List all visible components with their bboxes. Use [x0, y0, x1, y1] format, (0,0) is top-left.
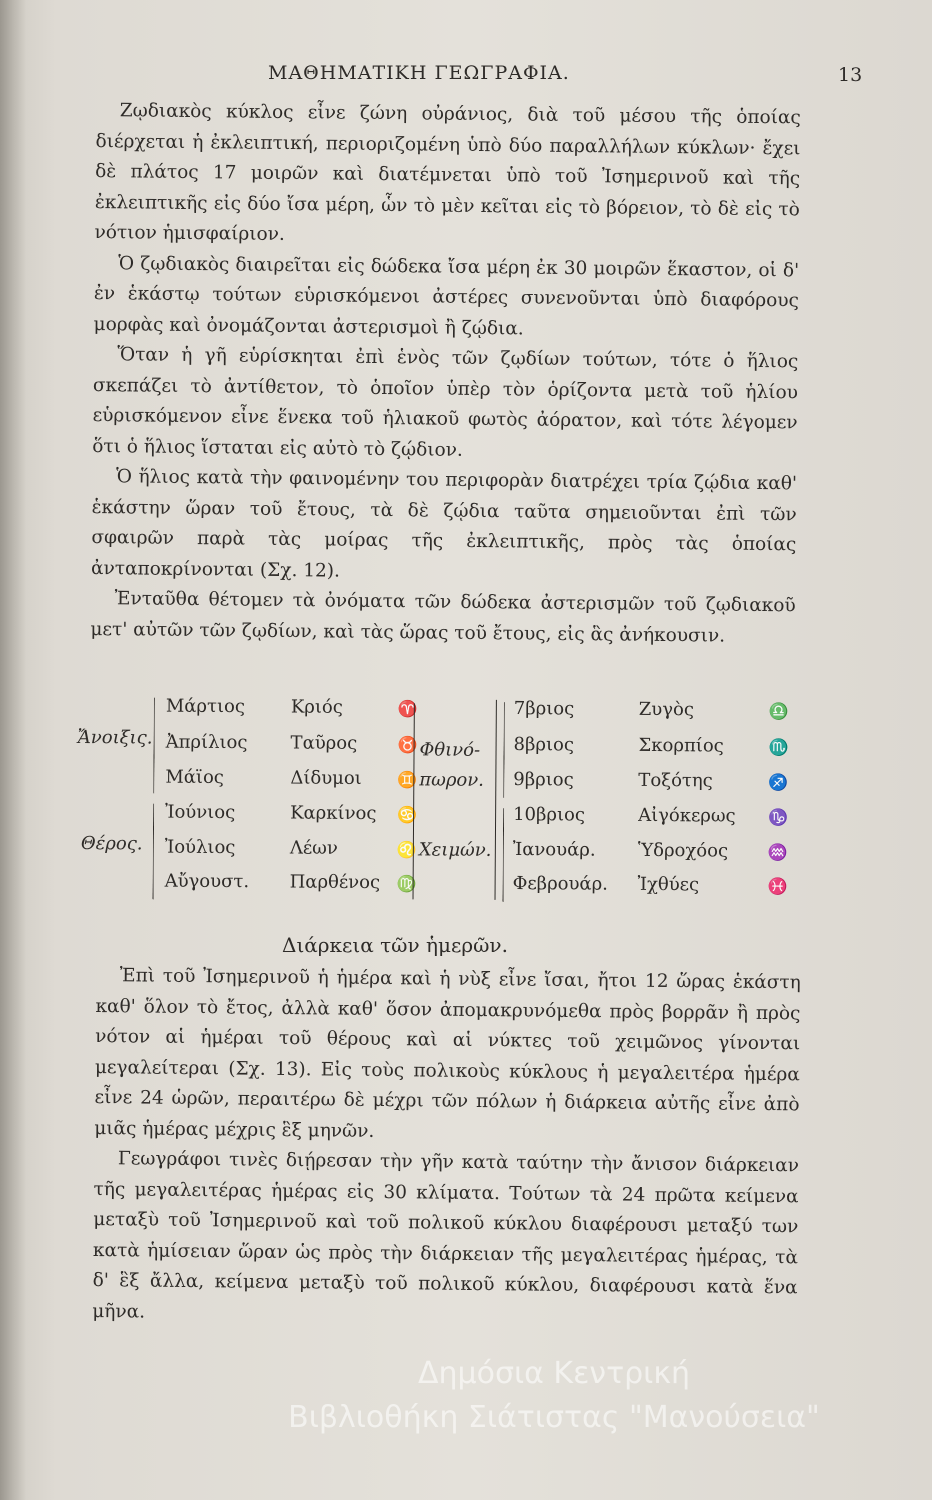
month-label: Ἀπρίλιος: [165, 731, 248, 754]
month-label: Ἰούνιος: [165, 801, 236, 824]
paragraph: Ὅταν ἡ γῆ εὑρίσκηται ἐπὶ ἑνὸς τῶν ζῳδίων τούτων, τότε ὁ ἥλιος σκεπάζει τὸ ἀντίθετον, τὸ ὁποῖον ὑπὲρ τὸν ὁρίζοντα μετὰ τοῦ ἡλίου εὑρισκόμενον εἶνε ἕνεκα τοῦ ἡλιακοῦ φωτὸς ἀόρατον, καὶ τότε λέγομεν ὅτι ὁ ἥλιος ἵσταται εἰς αὐτὸ τὸ ζῴδιον.: [92, 344, 799, 461]
sign-label: Λέων: [289, 837, 338, 859]
text-block-bottom: [92, 961, 801, 1334]
sign-label: Παρθένος: [289, 871, 381, 894]
season-autumn-part1: Φθινό-: [419, 739, 481, 761]
paragraph: Ἐπὶ τοῦ Ἰσημερινοῦ ἡ ἡμέρα καὶ ἡ νὺξ εἶνε ἴσαι, ἤτοι 12 ὥρας ἑκάστη καθ' ὅλον τὸ ἔτος, ἀλλὰ καθ' ὅσον ἀπομακρυνόμεθα πρὸς βορρᾶν ἢ πρὸς νότον αἱ ἡμέραι τοῦ θέρους καὶ αἱ νύκτες τοῦ χειμῶνος γίνονται μεγαλείτεραι (Σχ. 13). Εἰς τοὺς πολικοὺς κύκλους ἡ μεγαλειτέρα ἡμέρα εἶνε 24 ὡρῶν, περαιτέρω δὲ μέχρι τῶν πόλων ἡ διάρκεια αὐτῆς εἶνε ἀπὸ μιᾶς ἡμέρας μέχρις ἓξ μηνῶν.: [94, 965, 801, 1142]
month-label: 7βριος: [513, 698, 575, 720]
summer-bracket: [153, 804, 155, 900]
paragraph: Γεωγράφοι τινὲς διῄρεσαν τὴν γῆν κατὰ ταύτην τὴν ἄνισον διάρκειαν τῆς μεγαλειτέρας ἡμέρας εἰς 30 κλίματα. Τούτων τὰ 24 πρῶτα κείμενα μεταξὺ τοῦ Ἰσημερινοῦ καὶ τοῦ πολικοῦ κύκλου διαφέρουσι μεταξύ των κατὰ ἡμίσειαν ὥραν ὡς πρὸς τὴν διάρκειαν τῆς μεγαλειτέρας ἡμέρας, τὰ δ' ἓξ ἄλλα, κείμενα μεταξὺ τοῦ πολικοῦ κύκλου, διαφέρουσι κατὰ ἕνα μῆνα.: [92, 1148, 800, 1323]
table-divider: [495, 700, 497, 900]
season-summer: Θέρος.: [80, 833, 143, 855]
season-autumn-part2: πωρον.: [419, 769, 485, 791]
archer-icon: ♐: [768, 772, 789, 792]
crab-icon: ♋: [397, 805, 418, 825]
library-watermark: [214, 1352, 894, 1440]
month-label: Φεβρουάρ.: [512, 873, 609, 895]
section-heading: Διάρκεια τῶν ἡμερῶν.: [282, 933, 508, 957]
sign-label: Κριός: [290, 696, 343, 718]
goat-icon: ♑: [768, 807, 789, 827]
month-label: Μάϊος: [165, 766, 224, 789]
bull-icon: ♉: [397, 735, 418, 755]
running-head: [0, 60, 932, 90]
month-label: Ἰανουάρ.: [512, 839, 596, 861]
page-binding-shadow: [0, 0, 26, 1500]
scales-icon: ♎: [768, 701, 789, 721]
season-winter: Χειμών.: [418, 839, 492, 861]
month-label: Αὔγουστ.: [164, 870, 250, 893]
sign-label: Δίδυμοι: [290, 767, 362, 789]
month-label: Ἰούλιος: [164, 836, 236, 859]
sign-label: Ταῦρος: [290, 732, 358, 754]
text-block-top: [90, 96, 801, 652]
sign-label: Αἰγόκερως: [638, 804, 736, 827]
ram-icon: ♈: [397, 699, 418, 719]
zodiac-table: [76, 685, 828, 920]
sign-label: Τοξότης: [638, 769, 713, 792]
running-head-title: ΜΑΘΗΜΑΤΙΚΗ ΓΕΩΓΡΑΦΙΑ.: [268, 62, 570, 84]
sign-label: Καρκίνος: [290, 802, 377, 825]
page-number: 13: [838, 64, 863, 86]
spring-bracket: [153, 698, 155, 794]
virgin-icon: ♍: [396, 874, 417, 894]
water-bearer-icon: ♒: [767, 842, 788, 862]
twins-icon: ♊: [397, 770, 418, 790]
paragraph: Ζῳδιακὸς κύκλος εἶνε ζώνη οὐράνιος, διὰ τοῦ μέσου τῆς ὁποίας διέρχεται ἡ ἐκλειπτική, περιοριζομένη ὑπὸ δύο παραλλήλων κύκλων· ἔχει δὲ πλάτος 17 μοιρῶν καὶ διατέμνεται ὑπὸ τοῦ Ἰσημερινοῦ καὶ τῆς ἐκλειπτικῆς εἰς δύο ἴσα μέρη, ὧν τὸ μὲν κεῖται εἰς τὸ βόρειον, τὸ δὲ εἰς τὸ νότιον ἡμισφαίριον.: [94, 100, 801, 245]
lion-icon: ♌: [396, 840, 417, 860]
month-label: 10βριος: [513, 804, 586, 826]
autumn-bracket: [503, 702, 505, 798]
watermark-line: Βιβλιοθήκη Σιάτιστας "Μανούσεια": [288, 1400, 820, 1435]
scorpion-icon: ♏: [768, 737, 789, 757]
sign-label: Ἰχθύες: [637, 873, 700, 896]
paragraph: Ὁ ἥλιος κατὰ τὴν φαινομένην του περιφορὰν διατρέχει τρία ζῴδια καθ' ἑκάστην ὥραν τοῦ ἔτους, τὰ δὲ ζῴδια ταῦτα σημειοῦνται ἐπὶ τῶν σφαιρῶν παρὰ τὰς μοίρας τῆς ἐκλειπτικῆς, πρὸς τὰς ὁποίας ἀνταποκρίνονται (Σχ. 12).: [90, 466, 798, 582]
winter-bracket: [502, 808, 504, 902]
table-divider: [413, 703, 415, 899]
month-label: 9βριος: [513, 769, 574, 791]
paragraph: Ὁ ζῳδιακὸς διαιρεῖται εἰς δώδεκα ἴσα μέρη ἐκ 30 μοιρῶν ἕκαστον, οἱ δ' ἐν ἑκάστῳ τούτων εὑρισκόμενοι ἀστέρες συνενοῦνται ὑπὸ διαφόρους μορφὰς καὶ ὀνομάζονται ἀστερισμοὶ ἢ ζῴδια.: [93, 252, 800, 339]
season-spring: Ἄνοιξις.: [77, 726, 153, 749]
sign-label: Ὑδροχόος: [637, 839, 729, 862]
month-label: 8βριος: [513, 734, 575, 756]
sign-label: Σκορπίος: [638, 734, 724, 757]
month-label: Μάρτιος: [165, 695, 246, 718]
watermark-line: Δημόσια Κεντρική: [417, 1356, 691, 1391]
sign-label: Ζυγὸς: [638, 698, 695, 721]
paragraph: Ἐνταῦθα θέτομεν τὰ ὀνόματα τῶν δώδεκα ἀστερισμῶν τοῦ ζῳδιακοῦ μετ' αὐτῶν τῶν ζῳδίων, καὶ τὰς ὥρας τοῦ ἔτους, εἰς ἃς ἀνήκουσιν.: [90, 588, 796, 647]
fish-icon: ♓: [767, 876, 788, 896]
